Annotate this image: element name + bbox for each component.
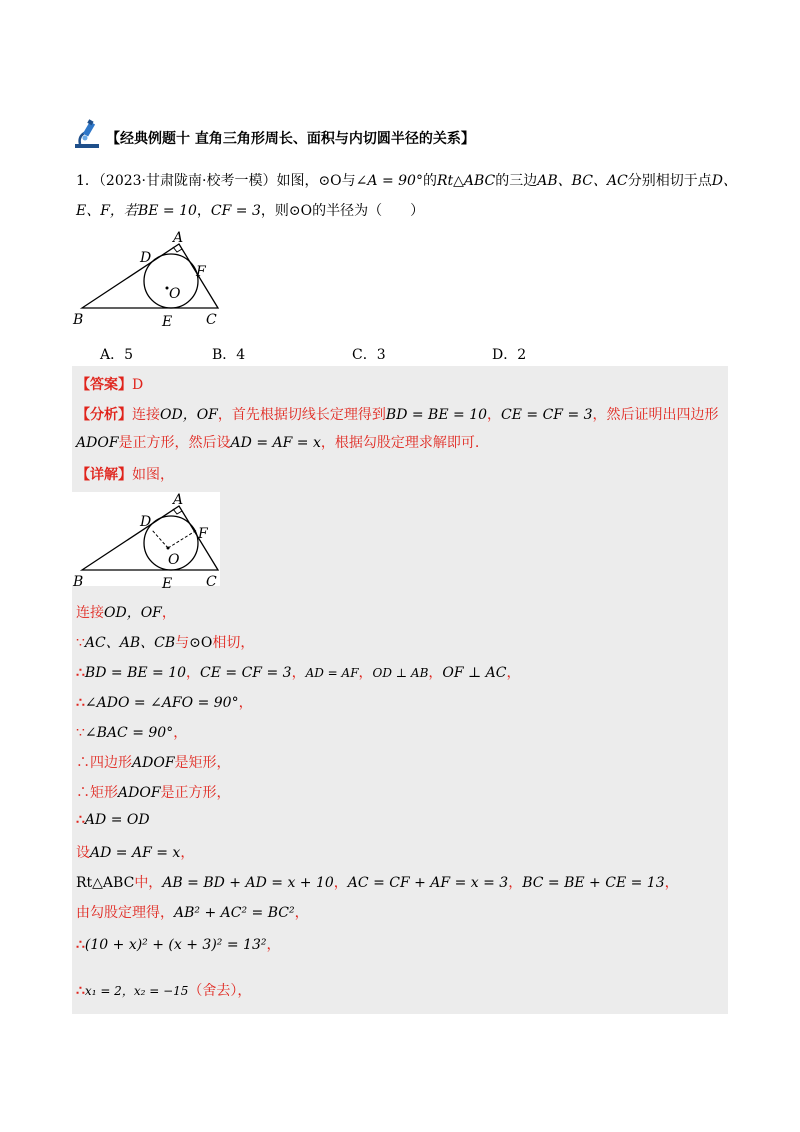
od-dashed [152, 530, 168, 548]
circle-o: ⊙O [318, 173, 342, 189]
center-dot [167, 547, 170, 550]
math: OD，OF [104, 605, 162, 621]
label-e: E [162, 314, 173, 330]
step-11 [76, 902, 309, 922]
label-f: F [196, 264, 206, 280]
text: 相切， [212, 635, 255, 651]
analysis-line-2 [76, 432, 479, 452]
text: 是正方形， [160, 785, 231, 801]
math: ADOF [118, 785, 161, 801]
text: 分别相切于点 [627, 173, 712, 189]
text: 与 [175, 635, 190, 651]
math: x₁ = 2，x₂ = −15 [84, 984, 189, 998]
math: AD = OD [84, 812, 150, 828]
question-number: 1． [76, 173, 99, 189]
math: AD = AF = x [230, 435, 321, 451]
math: ADOF [76, 435, 119, 451]
question-line-2 [76, 200, 424, 220]
circle-o: ⊙O [288, 203, 313, 219]
text: ，然后证明出四边形 [592, 407, 719, 423]
analysis-label: 【分析】 [76, 407, 132, 423]
text: E、F，若 [76, 203, 138, 219]
choice-value: 3 [376, 347, 386, 363]
text: ， [291, 665, 306, 681]
text: ∵ [76, 725, 85, 741]
text: ∴ [76, 983, 85, 999]
label-b: B [73, 312, 84, 328]
label-c: C [206, 574, 217, 590]
text: （舍去）， [188, 983, 252, 999]
label-a: A [173, 230, 184, 246]
choice-value: 4 [236, 347, 246, 363]
question-source: （2023·甘肃陇南·校考一模） [98, 173, 277, 189]
math: OD，OF [160, 407, 218, 423]
step-1 [76, 602, 176, 622]
label-o: O [168, 552, 180, 568]
cf-value: CF = 3 [210, 203, 261, 219]
text: ，根据勾股定理求解即可. [320, 435, 480, 451]
section-title: 【经典例题十 直角三角形周长、面积与内切圆半径的关系】 [106, 131, 475, 147]
text: ∴ [76, 937, 85, 953]
text: 设 [76, 845, 90, 861]
text: ， [508, 875, 523, 891]
label-d: D [140, 514, 152, 530]
angle-a: ∠A = 90° [355, 173, 423, 189]
rt-abc: Rt△ABC [436, 173, 496, 189]
choice-value: 2 [517, 347, 527, 363]
text: 与 [341, 173, 356, 189]
text: ， [266, 937, 281, 953]
text: ∴ [76, 665, 85, 681]
text: ， [180, 845, 195, 861]
label-b: B [73, 574, 84, 590]
text: ， [428, 665, 443, 681]
text: 连接 [76, 605, 104, 621]
text: ， [294, 905, 309, 921]
sides: AB、BC、AC [537, 173, 628, 189]
detail-line [76, 464, 174, 484]
detail-label: 【详解】 [76, 467, 132, 483]
label-e: E [162, 576, 173, 592]
math: BD = BE = 10 [385, 407, 488, 423]
math: OF ⊥ AC [442, 665, 507, 681]
text: ， [161, 605, 176, 621]
math: AB = BD + AD = x + 10 [162, 875, 334, 891]
math: ∠BAC = 90° [84, 725, 174, 741]
math: (10 + x)² + (x + 3)² = 13² [84, 937, 267, 953]
step-5 [76, 722, 187, 742]
answer-line [76, 374, 143, 394]
step-7 [76, 782, 231, 802]
math: AC = CF + AF = x = 3 [347, 875, 509, 891]
math: AC、AB、CB [84, 635, 176, 651]
math: AB² + AC² = BC² [174, 905, 295, 921]
math: ∠ADO = ∠AFO = 90° [84, 695, 239, 711]
label-o: O [169, 286, 181, 302]
label-a: A [173, 492, 184, 508]
math: BC = BE + CE = 13 [522, 875, 665, 891]
text: 的半径为（ ） [312, 203, 425, 219]
math: OD ⊥ AB [372, 666, 429, 680]
text: ， [333, 875, 348, 891]
text: ， [173, 725, 188, 741]
text: ∴四边形 [76, 755, 132, 771]
text: 中， [134, 875, 163, 891]
of-dashed [168, 530, 197, 548]
microscope-icon [72, 118, 104, 150]
text: ， [506, 665, 521, 681]
be-value: BE = 10 [137, 203, 197, 219]
step-4 [76, 692, 253, 712]
label-d: D [140, 250, 152, 266]
math: BD = BE = 10 [84, 665, 187, 681]
choice-value: 5 [124, 347, 134, 363]
label-c: C [206, 312, 217, 328]
math: AD = AF [305, 666, 359, 680]
analysis-line-1 [76, 404, 719, 424]
math: ⊙O [189, 635, 213, 651]
choice-a[interactable] [100, 344, 133, 364]
triangle-figure-2 [70, 492, 230, 592]
text: ， [196, 203, 211, 219]
text: 的 [422, 173, 437, 189]
math: CE = CF = 3 [200, 665, 292, 681]
text: ，则 [260, 203, 289, 219]
text: ，首先根据切线长定理得到 [217, 407, 386, 423]
text: ， [358, 665, 373, 681]
answer-value: D [132, 377, 144, 393]
text: ∵ [76, 635, 85, 651]
step-8 [76, 812, 150, 828]
choice-b[interactable] [212, 344, 245, 364]
choice-d[interactable] [492, 344, 526, 364]
choice-letter: C． [352, 347, 377, 363]
choice-letter: A． [100, 347, 125, 363]
answer-label: 【答案】 [76, 377, 132, 393]
text: 如图， [276, 173, 319, 189]
label-f: F [198, 526, 208, 542]
math: Rt△ABC [76, 875, 135, 891]
math: CE = CF = 3 [501, 407, 593, 423]
math: AD = AF = x [90, 845, 181, 861]
text: ∴ [76, 812, 85, 828]
choice-letter: D． [492, 347, 518, 363]
text: 由勾股定理得， [76, 905, 174, 921]
text: ∴ [76, 695, 85, 711]
point-d: D、 [711, 173, 737, 189]
choice-letter: B． [212, 347, 237, 363]
text: 连接 [132, 407, 160, 423]
step-2 [76, 632, 254, 652]
text: 是正方形，然后设 [118, 435, 231, 451]
text: ， [664, 875, 679, 891]
text: ， [238, 695, 253, 711]
step-10 [76, 872, 679, 892]
math: ADOF [132, 755, 175, 771]
text: ∴矩形 [76, 785, 118, 801]
text: 如图， [132, 467, 174, 483]
step-3 [76, 662, 520, 682]
text: ， [186, 665, 201, 681]
step-13 [76, 980, 251, 1000]
choice-c[interactable] [352, 344, 386, 364]
triangle-figure-1 [70, 230, 230, 330]
step-12 [76, 934, 280, 954]
text: 的三边 [495, 173, 538, 189]
question-line-1 [76, 170, 737, 190]
step-9 [76, 842, 194, 862]
text: ， [487, 407, 502, 423]
text: 是矩形， [174, 755, 231, 771]
step-6 [76, 752, 231, 772]
